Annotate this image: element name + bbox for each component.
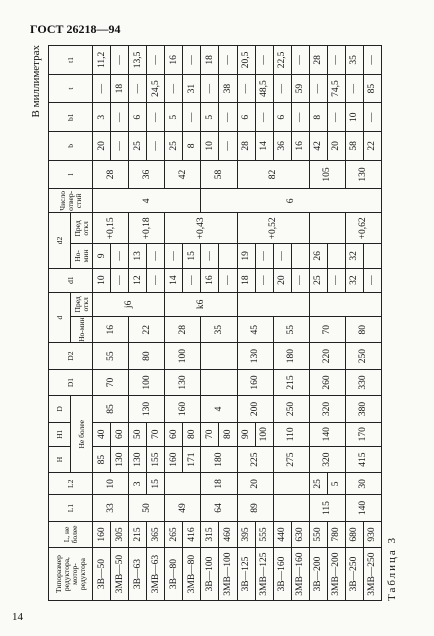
cell-D: 200 xyxy=(237,396,273,422)
cell-t: 24,5 xyxy=(147,74,165,103)
cell-d2-tol: +0,62 xyxy=(345,213,381,244)
cell-b1: — xyxy=(111,103,129,132)
cell-D1 xyxy=(201,369,237,395)
col-H-header: H xyxy=(49,446,71,472)
cell-d1: — xyxy=(219,268,237,292)
cell-L: 555 xyxy=(255,521,273,547)
cell-size: 3МВ—50 xyxy=(111,548,129,601)
cell-H1: 80 xyxy=(219,422,237,446)
cell-L2: 10 xyxy=(93,473,129,495)
cell-size: 3МВ—200 xyxy=(327,548,345,601)
cell-size: 3В—80 xyxy=(165,548,183,601)
cell-d-tol: k6 xyxy=(165,292,237,316)
cell-D: 85 xyxy=(93,396,129,422)
cell-b: 10 xyxy=(201,132,219,161)
cell-L: 395 xyxy=(237,521,255,547)
cell-H1: 60 xyxy=(165,422,183,446)
cell-H1: 60 xyxy=(111,422,129,446)
cell-d-tol: j6 xyxy=(93,292,165,316)
cell-D2: 80 xyxy=(129,343,165,369)
cell-D: 320 xyxy=(309,396,345,422)
cell-L1: 64 xyxy=(201,495,237,521)
cell-L: 440 xyxy=(273,521,291,547)
cell-d2-tol: +0,43 xyxy=(165,213,237,244)
cell-D1: 70 xyxy=(93,369,129,395)
cell-size: 3МВ—63 xyxy=(147,548,165,601)
cell-t: 74,5 xyxy=(327,74,345,103)
cell-size: 3В—125 xyxy=(237,548,255,601)
cell-L: 780 xyxy=(327,521,345,547)
cell-d1: — xyxy=(183,268,201,292)
cell-D1: 260 xyxy=(309,369,345,395)
cell-b: 42 xyxy=(309,132,327,161)
cell-d: 16 xyxy=(93,316,129,342)
cell-t1: — xyxy=(183,46,201,75)
cell-D2: 250 xyxy=(345,343,381,369)
cell-D2: 180 xyxy=(273,343,309,369)
cell-b1: 8 xyxy=(309,103,327,132)
cell-L2: 5 xyxy=(327,473,345,495)
cell-l: 42 xyxy=(165,160,201,189)
cell-size: 3В—160 xyxy=(273,548,291,601)
cell-H: 85 xyxy=(93,446,111,472)
cell-D1: 215 xyxy=(273,369,309,395)
cell-d1: — xyxy=(255,268,273,292)
cell-l: 105 xyxy=(309,160,345,189)
cell-H: 160 xyxy=(165,446,183,472)
cell-d2: — xyxy=(147,244,165,268)
cell-d2: 15 xyxy=(183,244,201,268)
cell-t1: 18 xyxy=(201,46,219,75)
cell-size: 3МВ—100 xyxy=(219,548,237,601)
cell-size: 3В—250 xyxy=(345,548,363,601)
cell-H1: 50 xyxy=(129,422,147,446)
cell-H: 130 xyxy=(129,446,147,472)
cell-b: 28 xyxy=(237,132,255,161)
cell-L: 215 xyxy=(129,521,147,547)
cell-t1: — xyxy=(363,46,381,75)
table-row xyxy=(309,46,327,601)
cell-t: 48,5 xyxy=(255,74,273,103)
cell-d2-tol: +0,18 xyxy=(129,213,165,244)
cell-H: 415 xyxy=(345,446,381,472)
cell-L: 550 xyxy=(309,521,327,547)
rotated-table-block xyxy=(30,45,412,601)
cell-t1: 11,2 xyxy=(93,46,111,75)
cell-d2 xyxy=(219,244,237,268)
cell-t: 59 xyxy=(291,74,309,103)
cell-d2: 19 xyxy=(237,244,255,268)
cell-b1: — xyxy=(327,103,345,132)
cell-d1: 20 xyxy=(273,268,291,292)
cell-d2-tol: +0,52 xyxy=(237,213,309,244)
cell-d1: — xyxy=(363,268,381,292)
cell-t: 18 xyxy=(111,74,129,103)
cell-d2: — xyxy=(111,244,129,268)
cell-t1: — xyxy=(327,46,345,75)
cell-D: 160 xyxy=(165,396,201,422)
cell-L: 930 xyxy=(363,521,381,547)
col-d-header: d xyxy=(49,292,71,343)
cell-size: 3МВ—250 xyxy=(363,548,381,601)
cell-D: 250 xyxy=(273,396,309,422)
cell-d2 xyxy=(363,244,381,268)
cell-D1: 130 xyxy=(165,369,201,395)
cell-t: — xyxy=(129,74,147,103)
col-D2-header: D2 xyxy=(49,343,93,369)
cell-d: 45 xyxy=(237,316,273,342)
table-row xyxy=(93,46,111,601)
cell-H1: 70 xyxy=(201,422,219,446)
cell-H: 225 xyxy=(237,446,273,472)
cell-H: 320 xyxy=(309,446,345,472)
cell-D2: 220 xyxy=(309,343,345,369)
cell-d2: 32 xyxy=(345,244,363,268)
cell-H: 171 xyxy=(183,446,201,472)
table-row xyxy=(165,46,183,601)
cell-D2: 100 xyxy=(165,343,201,369)
cell-d1: — xyxy=(327,268,345,292)
cell-D2: 130 xyxy=(237,343,273,369)
cell-d-tol xyxy=(237,292,309,316)
col-t-header: t xyxy=(49,74,93,103)
col-L1-header: L1 xyxy=(49,495,93,521)
table-row xyxy=(237,46,255,601)
cell-t1: 35 xyxy=(345,46,363,75)
cell-size: 3В—50 xyxy=(93,548,111,601)
cell-t: — xyxy=(165,74,183,103)
cell-L: 680 xyxy=(345,521,363,547)
cell-b: 58 xyxy=(345,132,363,161)
cell-H1: 70 xyxy=(147,422,165,446)
cell-L: 630 xyxy=(291,521,309,547)
cell-H: 275 xyxy=(273,446,309,472)
cell-d2: 9 xyxy=(93,244,111,268)
cell-D: 130 xyxy=(129,396,165,422)
cell-L2: 18 xyxy=(201,473,237,495)
cell-H: 180 xyxy=(201,446,237,472)
cell-L2 xyxy=(165,473,201,495)
cell-l: 58 xyxy=(201,160,237,189)
cell-b: 20 xyxy=(327,132,345,161)
col-D1-header: D1 xyxy=(49,369,93,395)
cell-b: 25 xyxy=(165,132,183,161)
cell-t: — xyxy=(93,74,111,103)
cell-L2 xyxy=(273,473,309,495)
col-size-header: Типоразмер редуктора, мотор-редуктора xyxy=(49,548,93,601)
cell-b: — xyxy=(219,132,237,161)
cell-L2: 20 xyxy=(237,473,273,495)
cell-d: 22 xyxy=(129,316,165,342)
cell-d1: — xyxy=(111,268,129,292)
table-row xyxy=(201,46,219,601)
cell-t1: 28 xyxy=(309,46,327,75)
cell-H1: 110 xyxy=(273,422,309,446)
cell-b: 22 xyxy=(363,132,381,161)
cell-D2: 55 xyxy=(93,343,129,369)
cell-L1: 33 xyxy=(93,495,129,521)
cell-d1: 18 xyxy=(237,268,255,292)
cell-L: 305 xyxy=(111,521,129,547)
cell-t1: — xyxy=(147,46,165,75)
cell-b1: — xyxy=(291,103,309,132)
cell-b1: — xyxy=(255,103,273,132)
cell-t1: 13,5 xyxy=(129,46,147,75)
cell-d1: 10 xyxy=(93,268,111,292)
cell-L2: 15 xyxy=(147,473,165,495)
col-D-header: D xyxy=(49,396,71,422)
page-number: 14 xyxy=(12,611,23,623)
cell-H: 155 xyxy=(147,446,165,472)
cell-b: — xyxy=(111,132,129,161)
cell-d2: 26 xyxy=(309,244,327,268)
units-note: В миллиметрах xyxy=(30,45,42,118)
cell-t1: — xyxy=(255,46,273,75)
cell-t1: 16 xyxy=(165,46,183,75)
cell-b: 36 xyxy=(273,132,291,161)
cell-L1: 115 xyxy=(309,495,345,521)
table-row xyxy=(345,46,363,601)
cell-t: 31 xyxy=(183,74,201,103)
cell-b1: 6 xyxy=(129,103,147,132)
cell-t: — xyxy=(273,74,291,103)
cell-b: 14 xyxy=(255,132,273,161)
cell-l: 36 xyxy=(129,160,165,189)
cell-d: 70 xyxy=(309,316,345,342)
cell-t1: — xyxy=(219,46,237,75)
cell-d2: — xyxy=(273,244,291,268)
cell-t1: 22,5 xyxy=(273,46,291,75)
cell-d1: 16 xyxy=(201,268,219,292)
cell-d: 28 xyxy=(165,316,201,342)
cell-D1: 330 xyxy=(345,369,381,395)
cell-size: 3МВ—160 xyxy=(291,548,309,601)
table-body xyxy=(93,46,382,601)
cell-L1 xyxy=(273,495,309,521)
col-L-header: L, не более xyxy=(49,521,93,547)
cell-L1: 49 xyxy=(165,495,201,521)
table-row xyxy=(273,46,291,601)
cell-d2: — xyxy=(255,244,273,268)
cell-L: 460 xyxy=(219,521,237,547)
col-d2-header: d2 xyxy=(49,213,71,268)
cell-size: 3В—200 xyxy=(309,548,327,601)
cell-L: 265 xyxy=(165,521,183,547)
col-D-sub-header: Не более xyxy=(71,396,93,473)
cell-D: 4 xyxy=(201,396,237,422)
cell-D1: 100 xyxy=(129,369,165,395)
cell-t: — xyxy=(309,74,327,103)
cell-L1: 140 xyxy=(345,495,381,521)
cell-d2: — xyxy=(201,244,219,268)
cell-d2 xyxy=(291,244,309,268)
cell-d1: 12 xyxy=(129,268,147,292)
dimensions-table xyxy=(48,45,382,601)
cell-L1: 89 xyxy=(237,495,273,521)
table-caption: Таблица 3 xyxy=(386,535,398,601)
cell-b: 20 xyxy=(93,132,111,161)
col-d1-header: d1 xyxy=(49,268,93,292)
cell-t1: 20,5 xyxy=(237,46,255,75)
cell-L: 416 xyxy=(183,521,201,547)
cell-b1: — xyxy=(219,103,237,132)
cell-d2-tol xyxy=(309,213,345,244)
cell-H1: 170 xyxy=(345,422,381,446)
col-holes-header: Число отвер-стий xyxy=(49,189,93,213)
cell-d1: 32 xyxy=(345,268,363,292)
cell-b1: 10 xyxy=(345,103,363,132)
cell-b: 16 xyxy=(291,132,309,161)
cell-t: — xyxy=(237,74,255,103)
col-b1-header: b1 xyxy=(49,103,93,132)
cell-d: 55 xyxy=(273,316,309,342)
cell-L2: 25 xyxy=(309,473,327,495)
cell-b: 8 xyxy=(183,132,201,161)
cell-b1: 5 xyxy=(165,103,183,132)
cell-size: 3МВ—125 xyxy=(255,548,273,601)
col-d-nom-header: Но-мин xyxy=(71,316,93,342)
cell-H: 130 xyxy=(111,446,129,472)
cell-d2: — xyxy=(165,244,183,268)
cell-t: — xyxy=(201,74,219,103)
cell-l: 130 xyxy=(345,160,381,189)
cell-L: 315 xyxy=(201,521,219,547)
cell-L2: 30 xyxy=(345,473,381,495)
col-L2-header: L2 xyxy=(49,473,93,495)
cell-b1: — xyxy=(183,103,201,132)
col-d2-tol-header: Пред откл xyxy=(71,213,93,244)
col-H1-header: H1 xyxy=(49,422,71,446)
col-b-header: b xyxy=(49,132,93,161)
cell-d: 80 xyxy=(345,316,381,342)
cell-d1: — xyxy=(147,268,165,292)
cell-d2-tol: +0,15 xyxy=(93,213,129,244)
col-l-header: l xyxy=(49,160,93,189)
cell-b1: — xyxy=(363,103,381,132)
cell-t: 85 xyxy=(363,74,381,103)
cell-size: 3В—100 xyxy=(201,548,219,601)
cell-size: 3МВ—80 xyxy=(183,548,201,601)
table-row xyxy=(129,46,147,601)
cell-H1: 100 xyxy=(255,422,273,446)
cell-d1: 25 xyxy=(309,268,327,292)
cell-d1: — xyxy=(291,268,309,292)
cell-l: 82 xyxy=(237,160,309,189)
cell-t1: — xyxy=(291,46,309,75)
cell-H1: 140 xyxy=(309,422,345,446)
cell-d-tol xyxy=(309,292,381,316)
cell-b1: 5 xyxy=(201,103,219,132)
cell-l: 28 xyxy=(93,160,129,189)
cell-L: 365 xyxy=(147,521,165,547)
cell-holes: 4 xyxy=(93,189,201,213)
col-t1-header: t1 xyxy=(49,46,93,75)
cell-b1: 6 xyxy=(273,103,291,132)
cell-holes: 6 xyxy=(201,189,382,213)
cell-L1: 50 xyxy=(129,495,165,521)
cell-d2: 13 xyxy=(129,244,147,268)
cell-b1: 6 xyxy=(237,103,255,132)
standard-number: ГОСТ 26218—94 xyxy=(30,22,121,36)
cell-d: 35 xyxy=(201,316,237,342)
col-d-tol-header: Пред откл xyxy=(71,292,93,316)
cell-t: — xyxy=(345,74,363,103)
cell-b: — xyxy=(147,132,165,161)
col-d2-nom-header: Но-мин xyxy=(71,244,93,268)
cell-d1: 14 xyxy=(165,268,183,292)
cell-D1: 160 xyxy=(237,369,273,395)
cell-H1: 40 xyxy=(93,422,111,446)
cell-D2 xyxy=(201,343,237,369)
cell-D: 380 xyxy=(345,396,381,422)
cell-H1: 90 xyxy=(237,422,255,446)
cell-H1: 80 xyxy=(183,422,201,446)
cell-L2: 3 xyxy=(129,473,147,495)
cell-b1: 3 xyxy=(93,103,111,132)
cell-d2 xyxy=(327,244,345,268)
cell-L: 160 xyxy=(93,521,111,547)
cell-b: 25 xyxy=(129,132,147,161)
cell-t: 38 xyxy=(219,74,237,103)
cell-b1: — xyxy=(147,103,165,132)
cell-size: 3В—63 xyxy=(129,548,147,601)
cell-t1: — xyxy=(111,46,129,75)
